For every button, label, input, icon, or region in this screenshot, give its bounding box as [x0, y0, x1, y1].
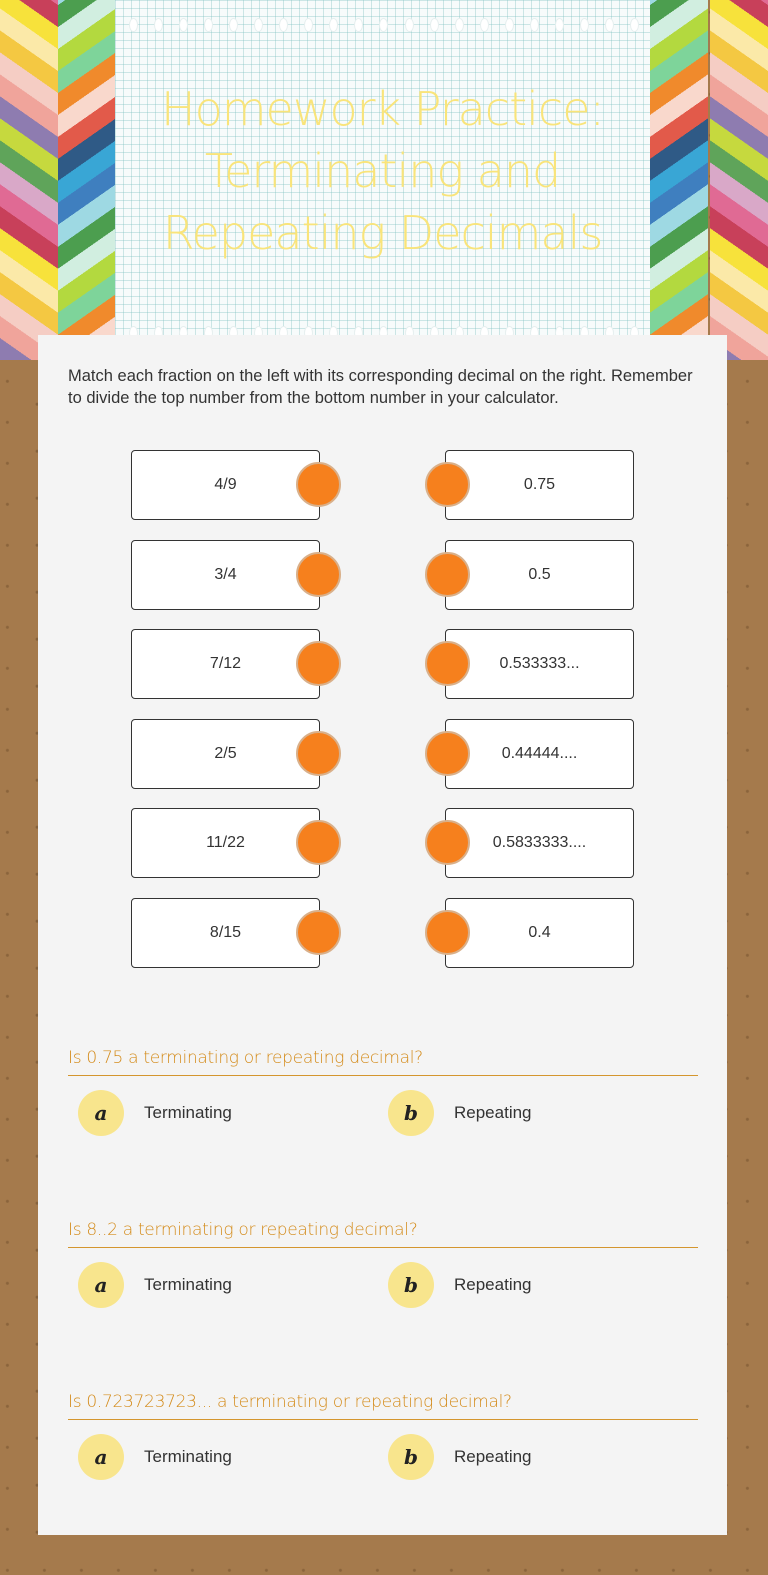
question [68, 1212, 698, 1297]
decimal-label: 0.44444.... [501, 744, 578, 762]
fraction-label: 7/12 [209, 655, 242, 673]
option-label: Repeating [454, 1103, 532, 1122]
option-a[interactable] [78, 1434, 232, 1480]
decimal-label: 0.5 [528, 565, 551, 583]
worksheet-card [38, 335, 727, 1535]
match-fraction-box[interactable] [131, 540, 320, 610]
question-text: Is 0.723723723... a terminating or repeating decimal? [68, 1384, 698, 1420]
match-connector-left[interactable] [296, 641, 341, 686]
fraction-label: 11/22 [206, 834, 245, 852]
match-fraction-box[interactable] [131, 629, 320, 699]
option-letter-badge: a [78, 1262, 124, 1308]
match-decimal-box[interactable] [445, 898, 634, 968]
question-text: Is 0.75 a terminating or repeating decimal? [68, 1040, 698, 1076]
match-connector-left[interactable] [296, 731, 341, 776]
option-b[interactable] [388, 1262, 532, 1308]
fraction-label: 4/9 [214, 476, 237, 493]
chevron-decoration [0, 0, 58, 360]
match-connector-right[interactable] [425, 552, 470, 597]
match-connector-right[interactable] [425, 910, 470, 955]
header-banner [0, 0, 768, 360]
chevron-decoration [710, 0, 768, 360]
option-label: Repeating [454, 1447, 532, 1466]
page-title: Homework Practice: Terminating and Repeating Decimals [160, 82, 604, 260]
match-connector-left[interactable] [296, 462, 341, 507]
match-decimal-box[interactable] [445, 450, 634, 520]
match-decimal-box[interactable] [445, 808, 634, 878]
option-a[interactable] [78, 1262, 232, 1308]
option-b[interactable] [388, 1090, 532, 1136]
match-fraction-box[interactable] [131, 898, 320, 968]
option-letter-badge: a [78, 1090, 124, 1136]
match-connector-right[interactable] [425, 731, 470, 776]
decimal-label: 0.4 [528, 924, 551, 941]
question-text: Is 8..2 a terminating or repeating decimal? [68, 1212, 698, 1248]
option-label: Terminating [144, 1103, 232, 1122]
match-decimal-box[interactable] [445, 719, 634, 789]
option-letter-badge: b [388, 1090, 434, 1136]
decimal-label: 0.5833333.... [492, 834, 587, 852]
grid-paper [115, 0, 650, 360]
fraction-label: 8/15 [209, 924, 242, 941]
match-fraction-box[interactable] [131, 450, 320, 520]
match-connector-right[interactable] [425, 462, 470, 507]
question [68, 1384, 698, 1469]
option-b[interactable] [388, 1434, 532, 1480]
match-connector-left[interactable] [296, 910, 341, 955]
fraction-label: 3/4 [214, 565, 237, 583]
option-a[interactable] [78, 1090, 232, 1136]
option-letter-badge: b [388, 1434, 434, 1480]
match-decimal-box[interactable] [445, 629, 634, 699]
match-decimal-box[interactable] [445, 540, 634, 610]
match-fraction-box[interactable] [131, 719, 320, 789]
option-label: Terminating [144, 1275, 232, 1294]
match-connector-right[interactable] [425, 641, 470, 686]
match-connector-left[interactable] [296, 552, 341, 597]
match-connector-left[interactable] [296, 820, 341, 865]
decimal-label: 0.75 [523, 476, 556, 493]
question [68, 1040, 698, 1125]
option-label: Terminating [144, 1447, 232, 1466]
instructions: Match each fraction on the left with its corresponding decimal on the right. Remember to divide the top number from the bottom number in your calculator. [68, 367, 693, 407]
chevron-decoration [58, 0, 116, 360]
chevron-decoration [650, 0, 708, 360]
paper-holes [129, 18, 639, 32]
option-label: Repeating [454, 1275, 532, 1294]
fraction-label: 2/5 [214, 744, 237, 762]
match-fraction-box[interactable] [131, 808, 320, 878]
decimal-label: 0.533333... [499, 655, 580, 673]
option-letter-badge: a [78, 1434, 124, 1480]
option-letter-badge: b [388, 1262, 434, 1308]
